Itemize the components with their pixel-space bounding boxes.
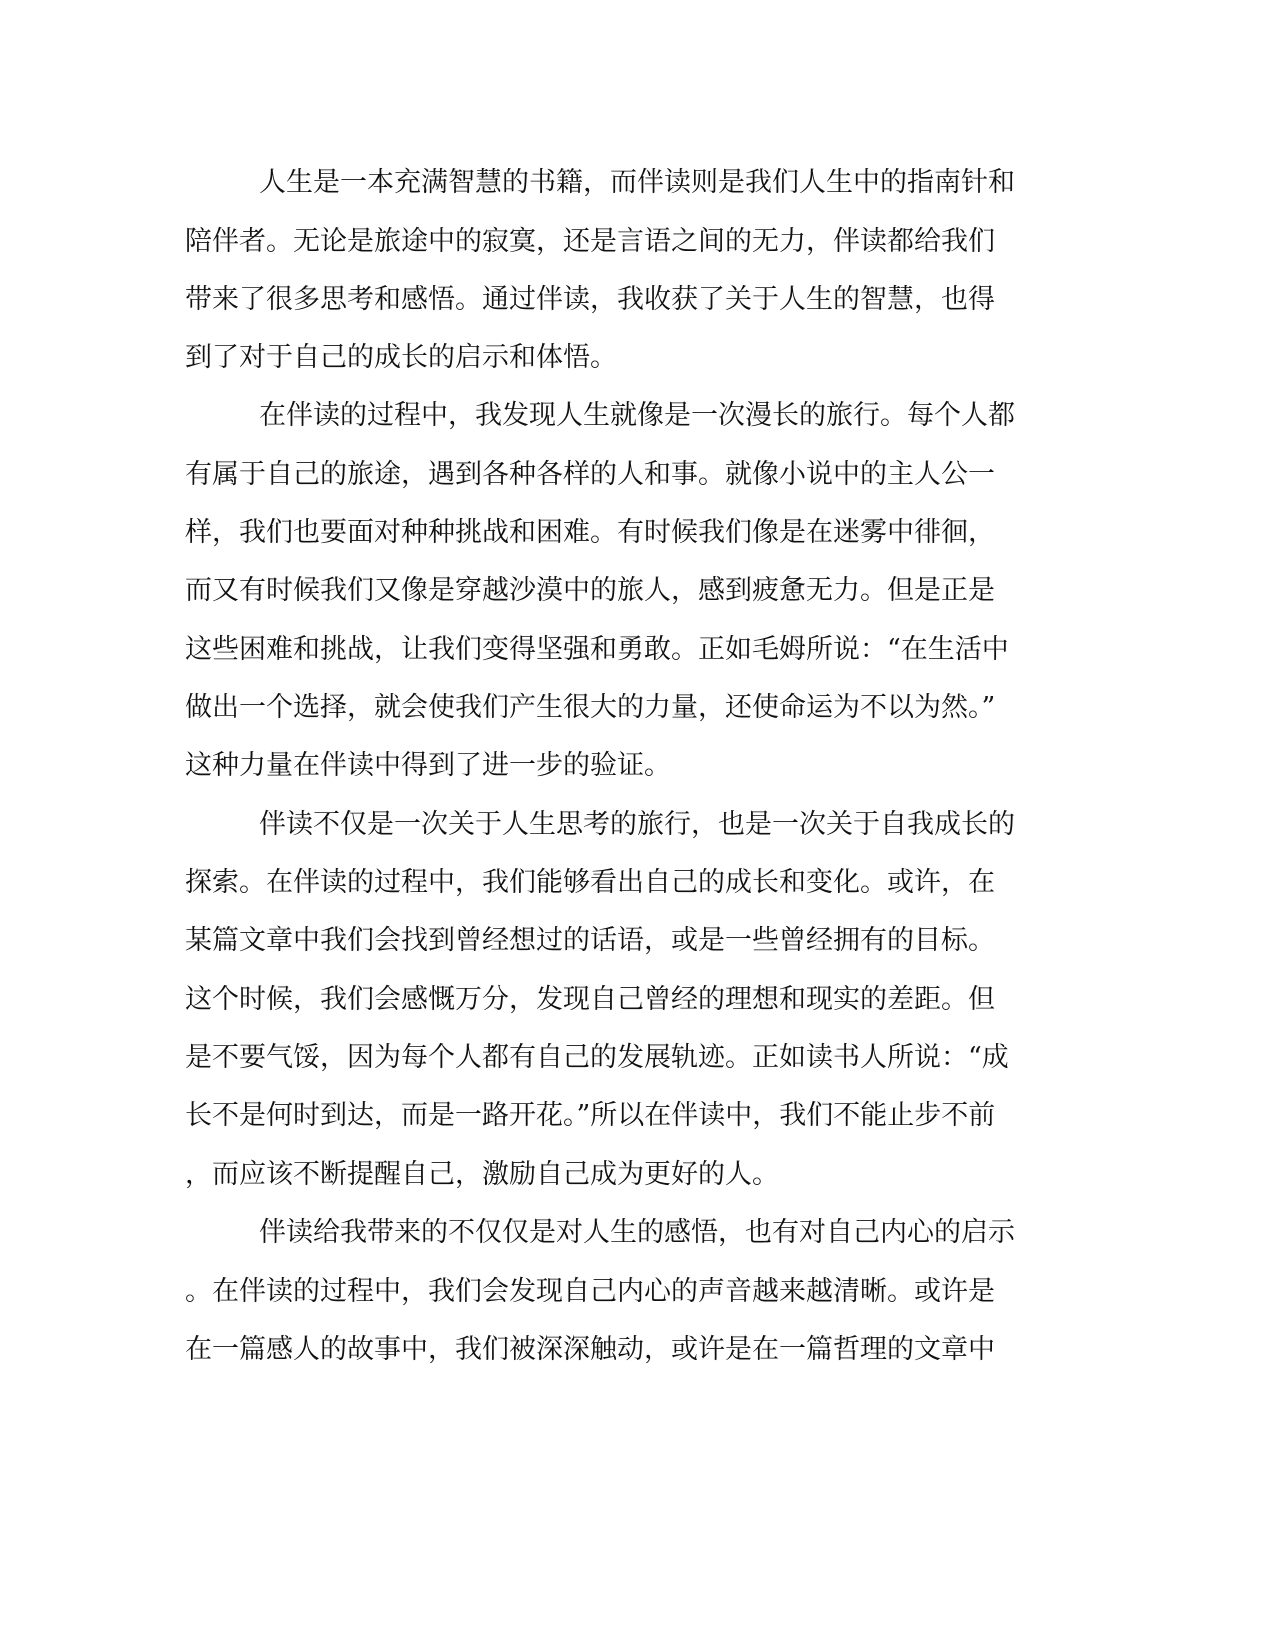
text-line: 伴读给我带来的不仅仅是对人生的感悟，也有对自己内心的启示 — [259, 1217, 1015, 1248]
text-line: 而又有时候我们又像是穿越沙漠中的旅人，感到疲惫无力。但是正是 — [185, 575, 995, 606]
text-line: 在伴读的过程中，我发现人生就像是一次漫长的旅行。每个人都 — [259, 400, 1015, 431]
text-line: 探索。在伴读的过程中，我们能够看出自己的成长和变化。或许，在 — [185, 867, 995, 898]
text-line: 陪伴者。无论是旅途中的寂寞，还是言语之间的无力，伴读都给我们 — [185, 226, 995, 257]
text-line: 样，我们也要面对种种挑战和困难。有时候我们像是在迷雾中徘徊， — [185, 517, 995, 548]
text-line: 这种力量在伴读中得到了进一步的验证。 — [185, 750, 671, 781]
text-line: 伴读不仅是一次关于人生思考的旅行，也是一次关于自我成长的 — [259, 809, 1015, 840]
text-line: 。在伴读的过程中，我们会发现自己内心的声音越来越清晰。或许是 — [185, 1276, 995, 1307]
text-line: 在一篇感人的故事中，我们被深深触动，或许是在一篇哲理的文章中 — [185, 1334, 995, 1365]
text-line: 做出一个选择，就会使我们产生很大的力量，还使命运为不以为然。” — [185, 692, 996, 723]
text-line: ，而应该不断提醒自己，激励自己成为更好的人。 — [185, 1159, 779, 1190]
text-line: 某篇文章中我们会找到曾经想过的话语，或是一些曾经拥有的目标。 — [185, 925, 995, 956]
text-line: 到了对于自己的成长的启示和体悟。 — [185, 342, 617, 373]
text-line: 带来了很多思考和感悟。通过伴读，我收获了关于人生的智慧，也得 — [185, 284, 995, 315]
text-line: 长不是何时到达，而是一路开花。”所以在伴读中，我们不能止步不前 — [185, 1100, 996, 1131]
text-line: 这个时候，我们会感慨万分，发现自己曾经的理想和现实的差距。但 — [185, 984, 995, 1015]
text-line: 是不要气馁，因为每个人都有自己的发展轨迹。正如读书人所说：“成 — [185, 1042, 1009, 1073]
text-line: 有属于自己的旅途，遇到各种各样的人和事。就像小说中的主人公一 — [185, 459, 995, 490]
text-line: 这些困难和挑战，让我们变得坚强和勇敢。正如毛姆所说：“在生活中 — [185, 634, 1009, 665]
text-line: 人生是一本充满智慧的书籍，而伴读则是我们人生中的指南针和 — [259, 167, 1015, 198]
